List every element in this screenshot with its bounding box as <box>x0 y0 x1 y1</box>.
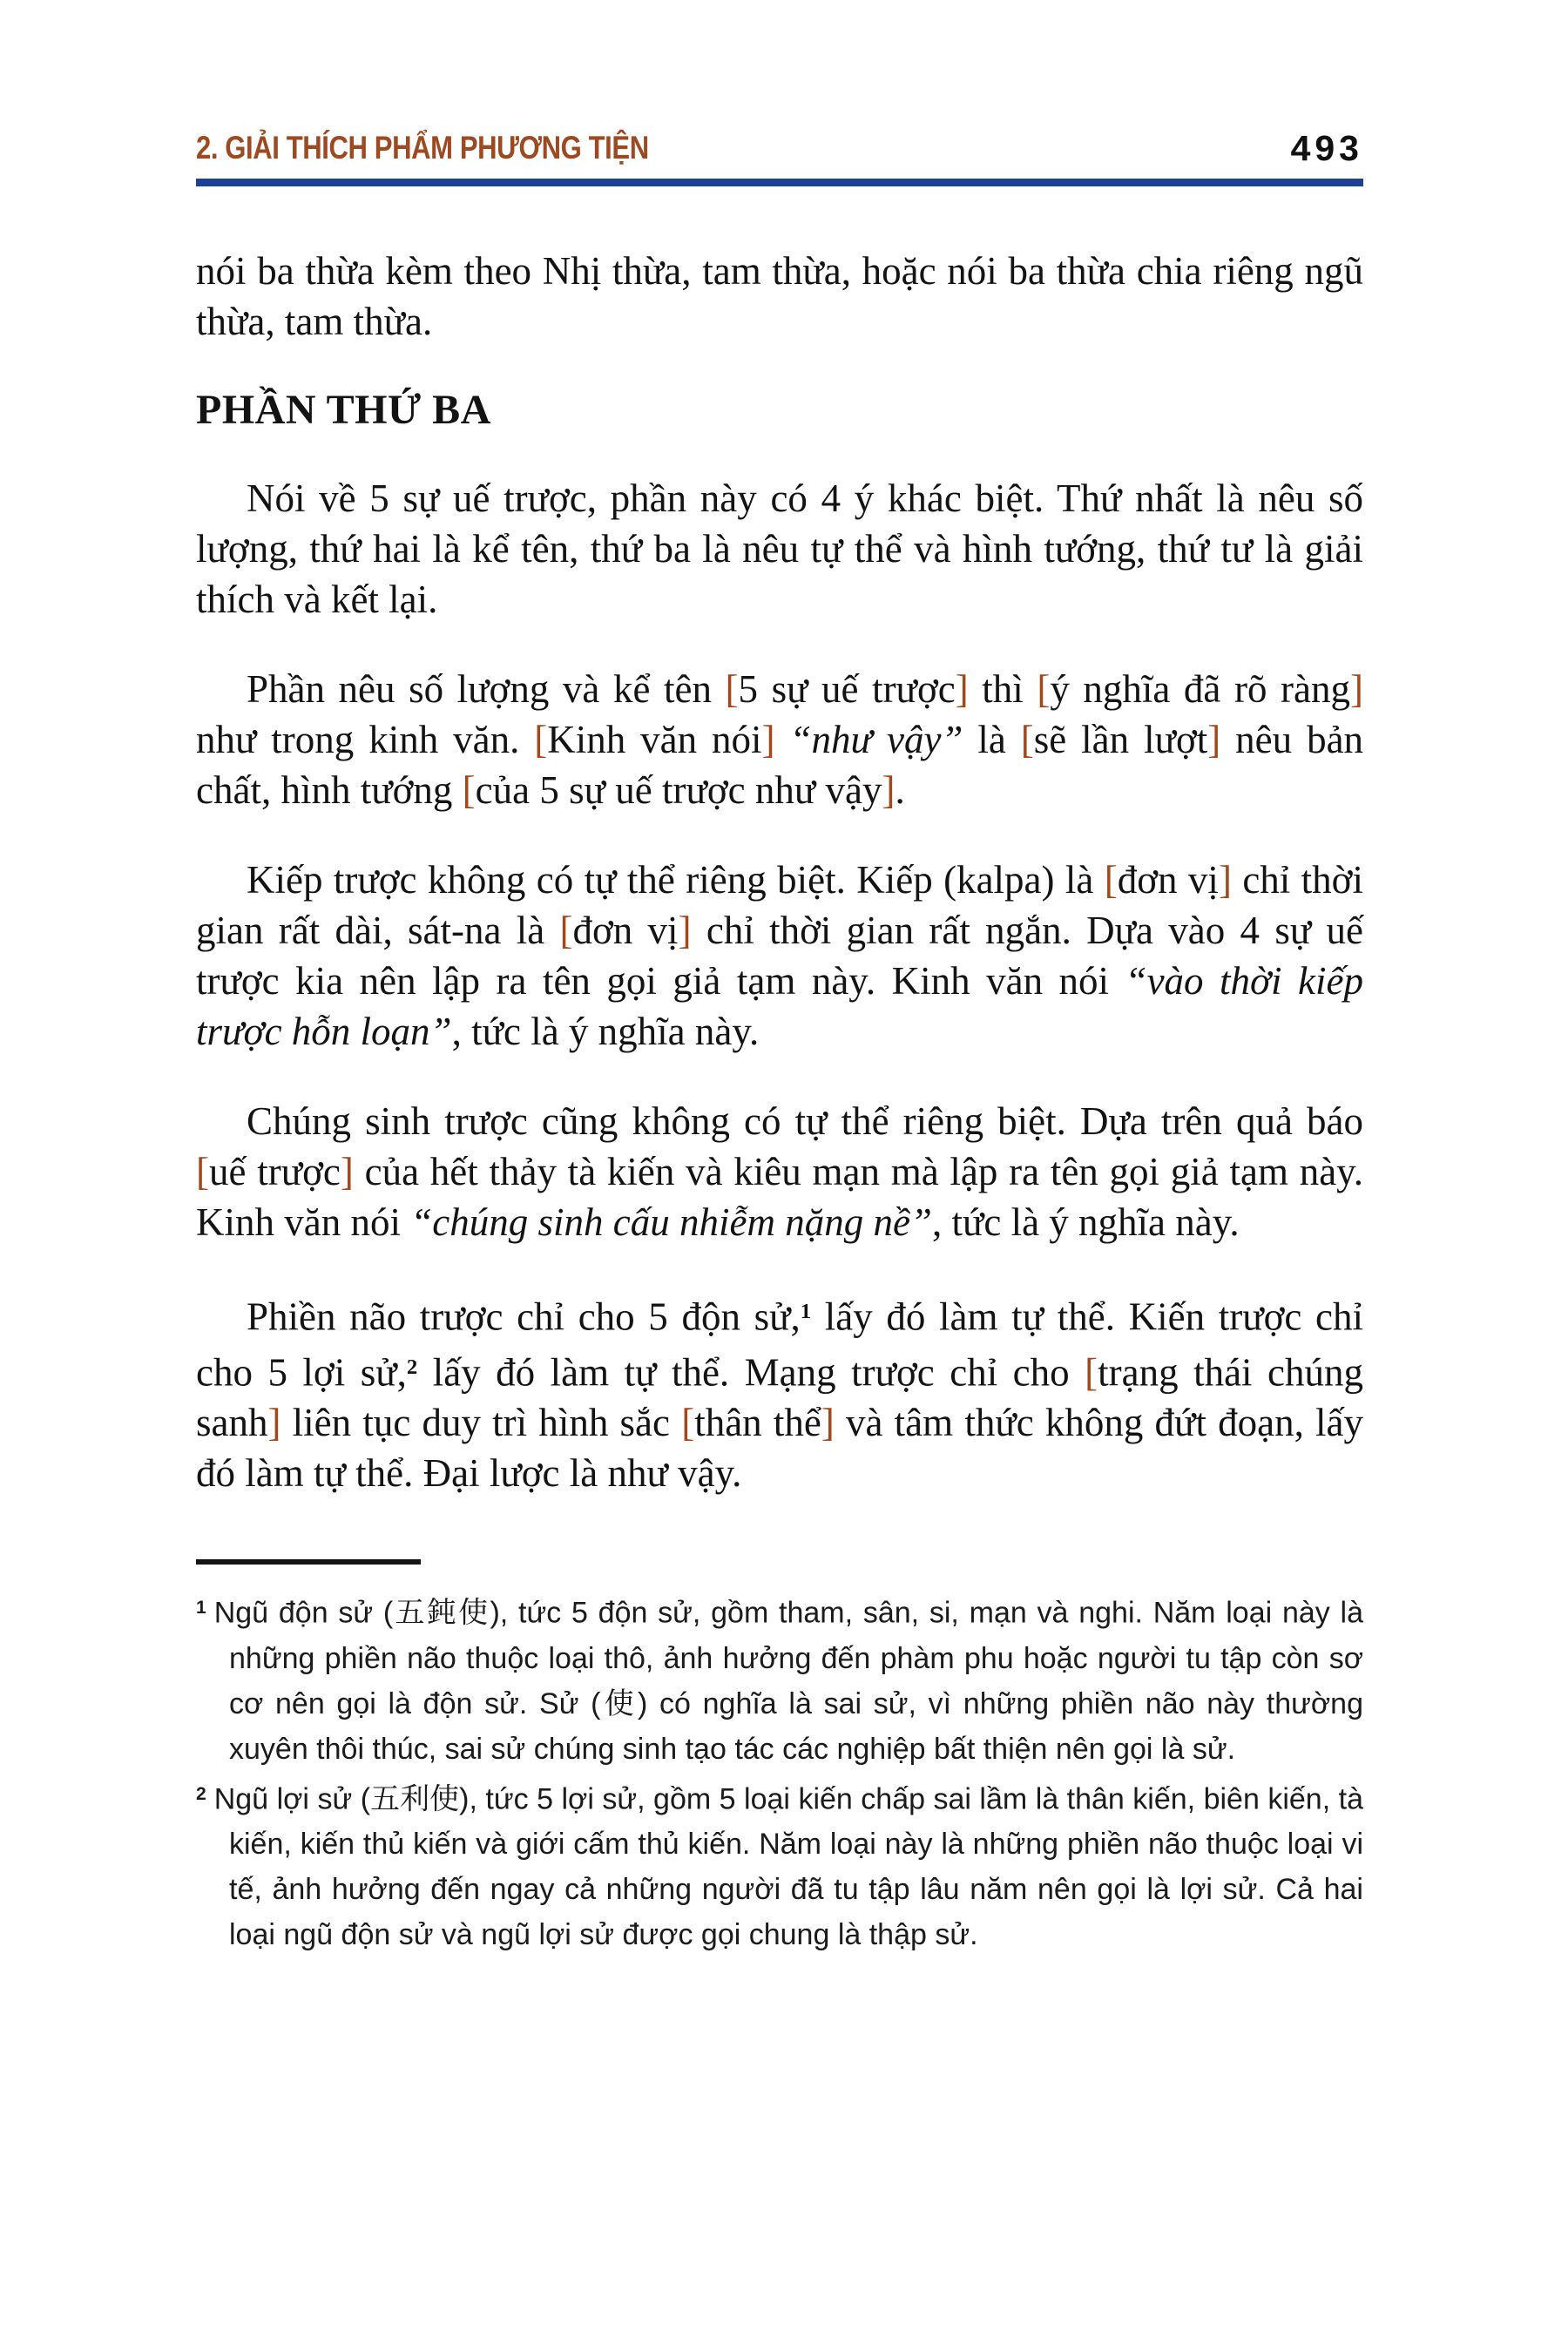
footnote-marker: 1 <box>196 1598 206 1619</box>
footnote-separator <box>196 1559 421 1565</box>
body-text <box>196 246 1363 1498</box>
header-rule <box>196 179 1363 186</box>
footnote-text: Ngũ độn sử (五鈍使), tức 5 độn sử, gồm tham, sân, si, mạn và nghi. Năm loại này là những phiền não thuộc loại thô, ảnh hưởng đến phàm phu hoặc người tu tập còn sơ cơ nên gọi là độn sử. Sử (使) có nghĩa là sai sử, vì những phiền não này thường xuyên thôi thúc, sai sử chúng sinh tạo tác các nghiệp bất thiện nên gọi là sử. <box>213 1596 1363 1766</box>
footnote <box>196 1772 1363 1958</box>
paragraph-continuation: nói ba thừa kèm theo Nhị thừa, tam thừa, hoặc nói ba thừa chia riêng ngũ thừa, tam thừa. <box>196 249 1363 343</box>
paragraph: Nói về 5 sự uế trược, phần này có 4 ý khác biệt. Thứ nhất là nêu số lượng, thứ hai là kể tên, thứ ba là nêu tự thể và hình tướng, thứ tư là giải thích và kết lại. <box>196 476 1363 621</box>
paragraph: Phần nêu số lượng và kể tên [5 sự uế trược] thì [ý nghĩa đã rõ ràng] như trong kinh văn. [Kinh văn nói] “như vậy” là [sẽ lần lượt] nêu bản chất, hình tướng [của 5 sự uế trược như vậy]. <box>196 667 1364 812</box>
paragraph: Chúng sinh trược cũng không có tự thể riêng biệt. Dựa trên quả báo [uế trược] của hết thảy tà kiến và kiêu mạn mà lập ra tên gọi giả tạm này. Kinh văn nói “chúng sinh cấu nhiễm nặng nề”, tức là ý nghĩa này. <box>196 1099 1363 1244</box>
paragraph: Kiếp trược không có tự thể riêng biệt. Kiếp (kalpa) là [đơn vị] chỉ thời gian rất dài, sát-na là [đơn vị] chỉ thời gian rất ngắn. Dựa vào 4 sự uế trược kia nên lập ra tên gọi giả tạm này. Kinh văn nói “vào thời kiếp trược hỗn loạn”, tức là ý nghĩa này. <box>196 858 1363 1053</box>
running-header <box>196 129 1363 167</box>
page-number: 493 <box>1290 128 1363 168</box>
footnotes <box>196 1585 1363 1957</box>
section-title: 2. GIẢI THÍCH PHẨM PHƯƠNG TIỆN <box>196 130 649 166</box>
footnote-text: Ngũ lợi sử (五利使), tức 5 lợi sử, gồm 5 loại kiến chấp sai lầm là thân kiến, biên kiến, tà kiến, kiến thủ kiến và giới cấm thủ kiến. Năm loại này là những phiền não thuộc loại vi tế, ảnh hưởng đến ngay cả những người đã tu tập lâu năm nên gọi là lợi sử. Cả hai loại ngũ độn sử và ngũ lợi sử được gọi chung là thập sử. <box>213 1782 1363 1952</box>
footnote <box>196 1585 1363 1772</box>
page-content <box>196 129 1363 1957</box>
section-heading: PHẦN THỨ BA <box>196 387 491 433</box>
paragraph: Phiền não trược chỉ cho 5 độn sử,$^1$ lấy đó làm tự thể. Kiến trược chỉ cho 5 lợi sử,$^2$ lấy đó làm tự thể. Mạng trược chỉ cho [trạng thái chúng sanh] liên tục duy trì hình sắc [thân thể] và tâm thức không đứt đoạn, lấy đó làm tự thể. Đại lược là như vậy. <box>196 1294 1364 1496</box>
footnote-marker: 2 <box>196 1783 206 1804</box>
